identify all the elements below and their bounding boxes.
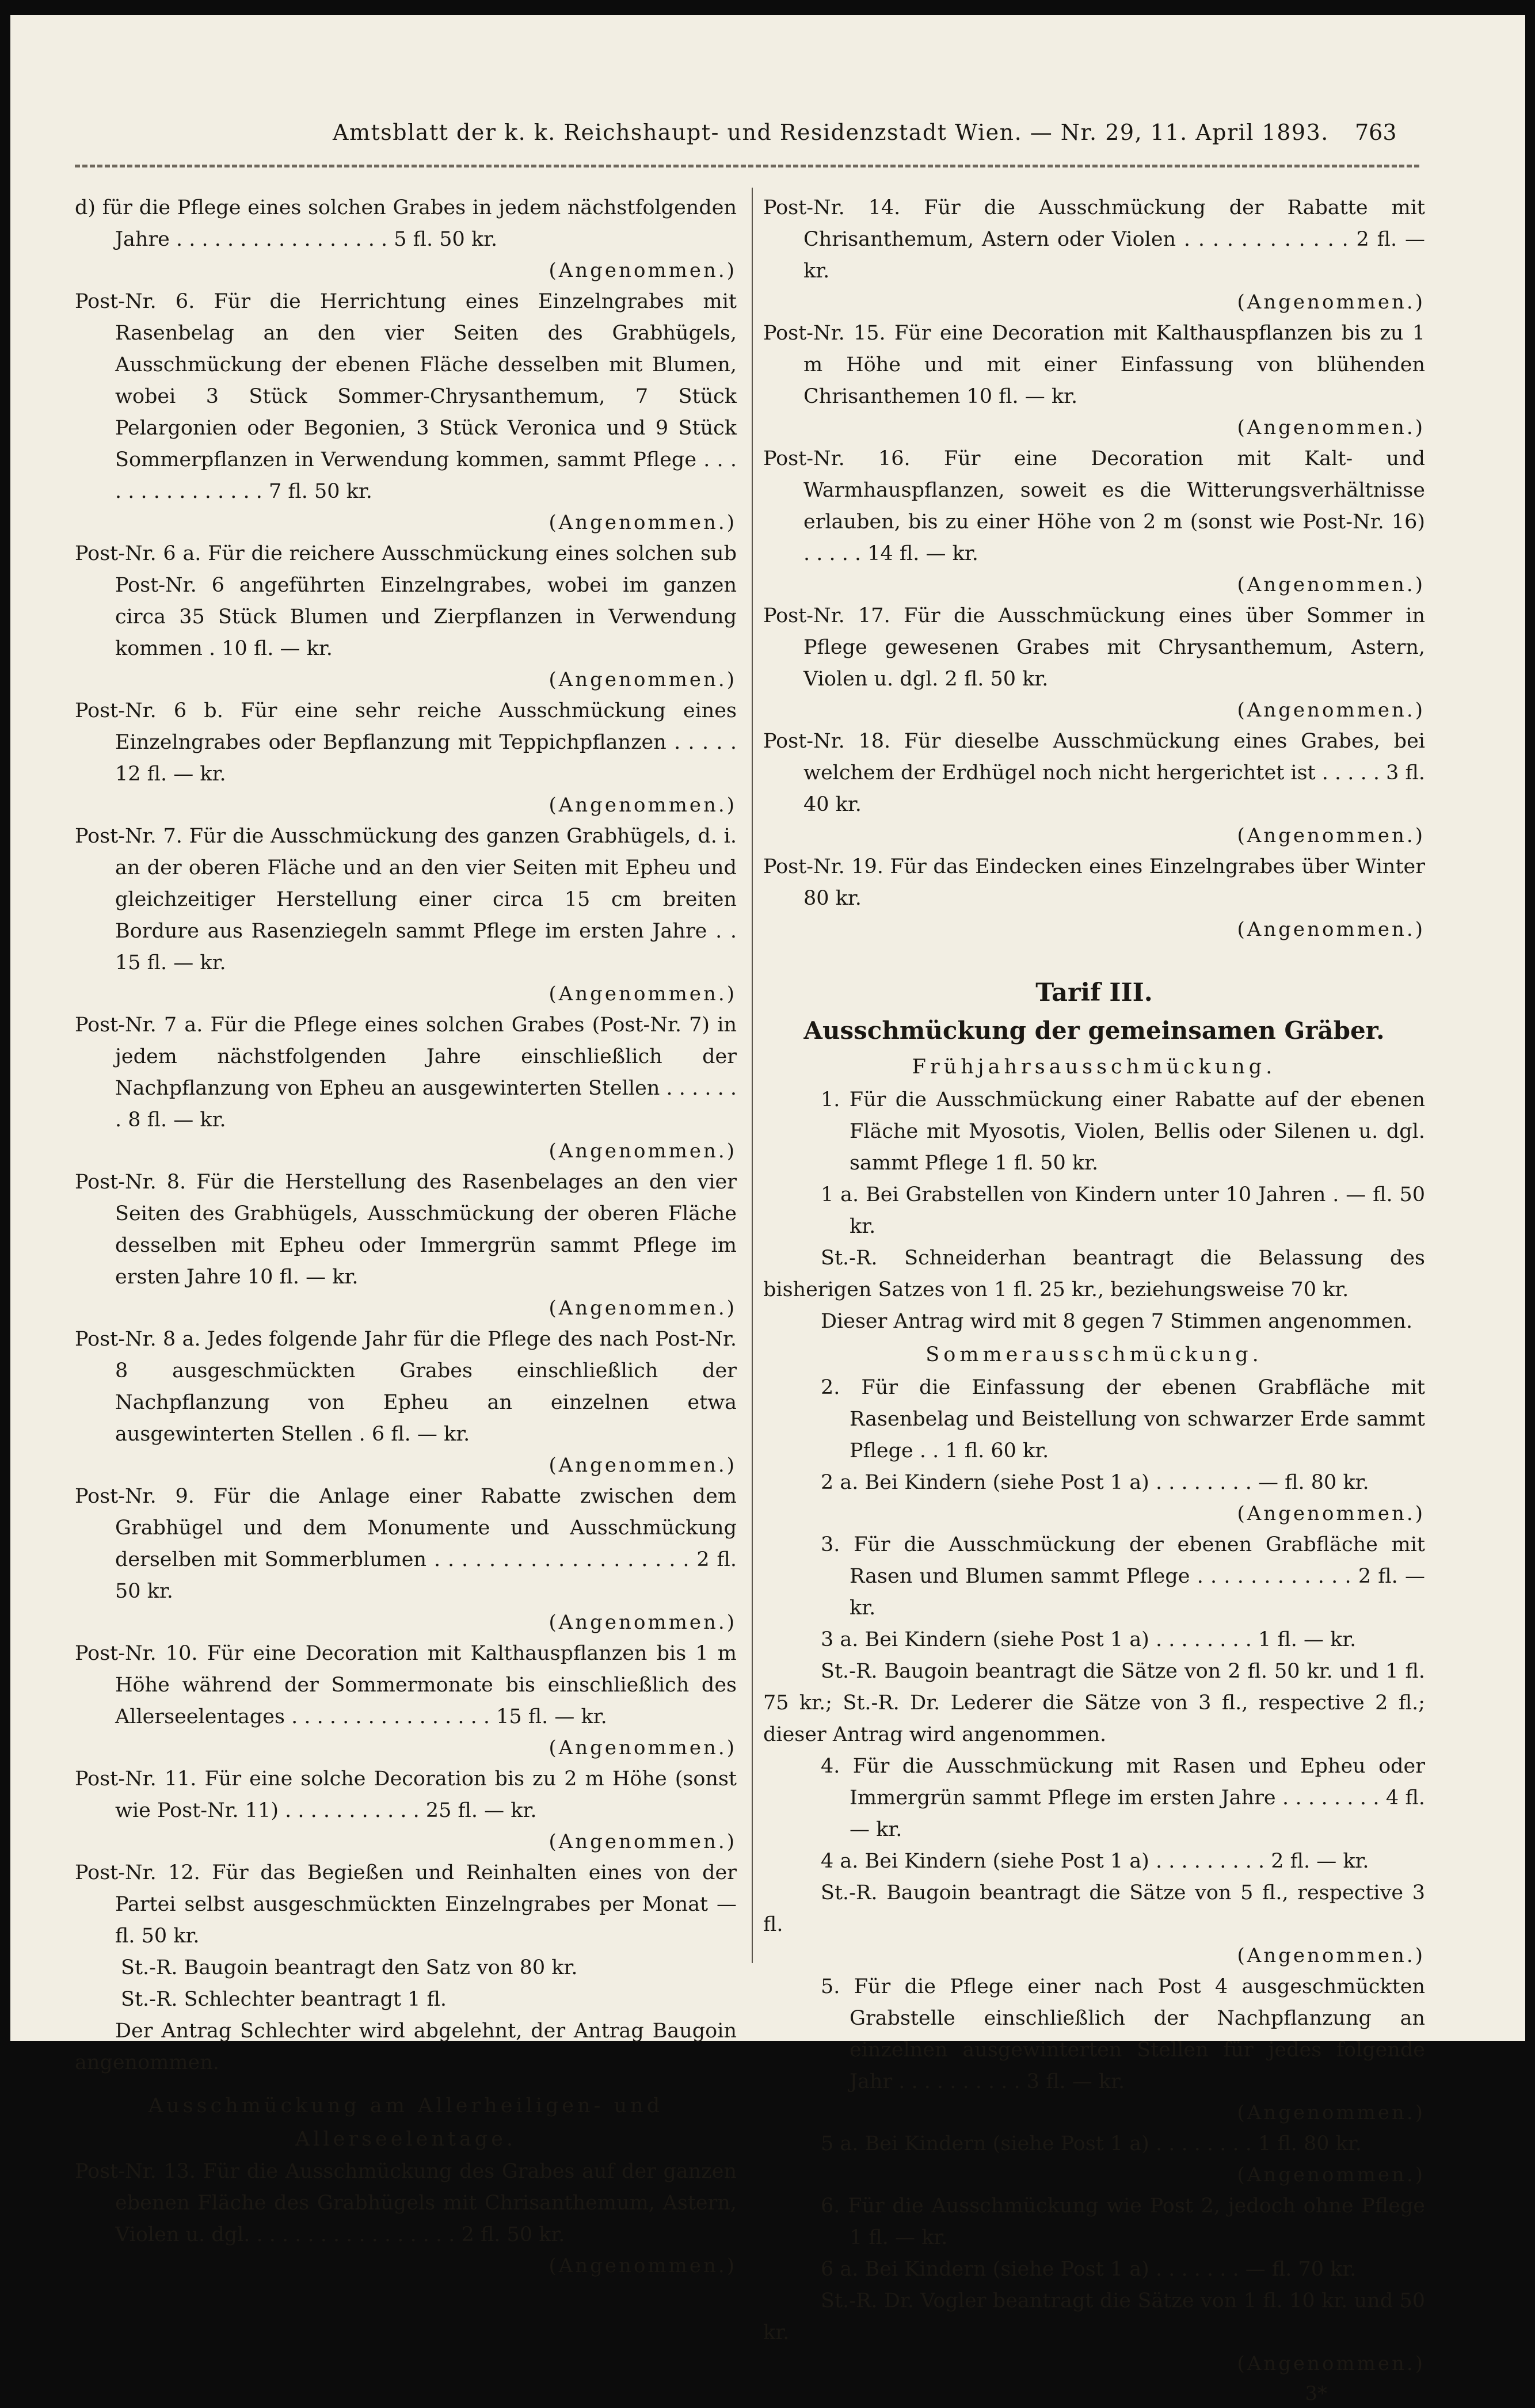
tariff-item-1: 1. Für die Ausschmückung einer Rabatte auf der ebenen Fläche mit Myosotis, Violen, Bellis oder Silenen u. dgl. sammt Pflege 1 fl. 50 kr. <box>821 1088 1425 1175</box>
entry-item <box>763 192 1425 318</box>
entry-item <box>75 1857 737 1952</box>
signature-mark: 3* <box>1305 2382 1327 2405</box>
entry-text: Post-Nr. 10. Für eine Decoration mit Kalthauspflanzen bis 1 m Höhe während der Sommermonate bis einschließlich des Allerseelentages . . . . . . . . . . . . . . . . 15 fl. — kr. <box>75 1642 737 1728</box>
entry-text: Post-Nr. 14. Für die Ausschmückung der Rabatte mit Chrisanthemum, Astern oder Violen . . . . . . . . . . . . 2 fl. — kr. <box>763 196 1425 283</box>
motion-result-schneiderhan: Dieser Antrag wird mit 8 gegen 7 Stimmen angenommen. <box>821 1310 1413 1333</box>
accepted-note: (Angenommen.) <box>549 259 737 282</box>
entry-text: Post-Nr. 15. Für eine Decoration mit Kalthauspflanzen bis zu 1 m Höhe und mit einer Einfassung von blühenden Chrisanthemen 10 fl. — kr. <box>763 322 1425 408</box>
entry-text: Post-Nr. 7. Für die Ausschmückung des ganzen Grabhügels, d. i. an der oberen Fläche und an den vier Seiten mit Epheu und gleichzeitiger Herstellung einer circa 15 cm breiten Bordure aus Rasenziegeln sammt Pflege im ersten Jahre . . 15 fl. — kr. <box>75 825 737 974</box>
tariff-item-3a: 3 a. Bei Kindern (siehe Post 1 a) . . . . . . . . 1 fl. — kr. <box>821 1628 1357 1651</box>
accepted-note: (Angenommen.) <box>1237 291 1425 314</box>
section-heading-allerheiligen: Ausschmückung am Allerheiligen- und Allerseelentage. <box>148 2094 664 2151</box>
page-header-title: Amtsblatt der k. k. Reichshaupt- und Residenzstadt Wien. — Nr. 29, 11. April 1893. <box>333 120 1329 145</box>
accepted-note: (Angenommen.) <box>549 1611 737 1634</box>
entry-text: Post-Nr. 17. Für die Ausschmückung eines über Sommer in Pflege gewesenen Grabes mit Chrysanthemum, Astern, Violen u. dgl. 2 fl. 50 kr. <box>763 604 1425 691</box>
tariff-item-4a: 4 a. Bei Kindern (siehe Post 1 a) . . . . . . . . . 2 fl. — kr. <box>821 1850 1369 1873</box>
accepted-note: (Angenommen.) <box>549 794 737 817</box>
tariff-subtitle: Ausschmückung der gemeinsamen Gräber. <box>803 1016 1385 1045</box>
accepted-note: (Angenommen.) <box>1237 918 1425 941</box>
entry-text: Post-Nr. 16. Für eine Decoration mit Kalt- und Warmhauspflanzen, soweit es die Witterungsverhältnisse erlauben, bis zu einer Höhe von 2 m (sonst wie Post-Nr. 16) . . . . . 14 fl. — kr. <box>763 447 1425 565</box>
motion-vogler: St.-R. Dr. Vogler beantragt die Sätze von 1 fl. 10 kr. und 50 kr. <box>763 2289 1425 2344</box>
entry-item <box>763 600 1425 726</box>
entry-item <box>75 538 737 695</box>
accepted-note: (Angenommen.) <box>549 2254 737 2277</box>
header-rule <box>75 165 1422 167</box>
tariff-item-4: 4. Für die Ausschmückung mit Rasen und Epheu oder Immergrün sammt Pflege im ersten Jahre . . . . . . . . 4 fl. — kr. <box>821 1755 1425 1841</box>
tariff-item-5a: 5 a. Bei Kindern (siehe Post 1 a) . . . . . . . . 1 fl. 80 kr. <box>821 2132 1362 2155</box>
entry-item <box>75 821 737 1009</box>
spring-heading: Frühjahrsausschmückung. <box>912 1056 1277 1079</box>
entry-item <box>75 1763 737 1857</box>
entry-text: Post-Nr. 18. Für dieselbe Ausschmückung eines Grabes, bei welchem der Erdhügel noch nicht hergerichtet ist . . . . . 3 fl. 40 kr. <box>763 730 1425 816</box>
summer-heading: Sommerausschmückung. <box>925 1343 1263 1366</box>
tariff-item-2a: 2 a. Bei Kindern (siehe Post 1 a) . . . . . . . . — fl. 80 kr. <box>821 1471 1369 1494</box>
tariff-item-6a: 6 a. Bei Kindern (siehe Post 1 a) . . . . . . . — fl. 70 kr. <box>821 2258 1357 2281</box>
accepted-note: (Angenommen.) <box>1237 416 1425 439</box>
entry-item <box>75 286 737 538</box>
entry-text: Post-Nr. 7 a. Für die Pflege eines solchen Grabes (Post-Nr. 7) in jedem nächstfolgenden Jahre einschließlich der Nachpflanzung von Epheu an ausgewinterten Stellen . . . . . . . 8 fl. — kr. <box>75 1014 737 1131</box>
entry-text: Post-Nr. 6. Für die Herrichtung eines Einzelngrabes mit Rasenbelag an den vier Seiten des Grabhügels, Ausschmückung der ebenen Fläche desselben mit Blumen, wobei 3 Stück Sommer-Chrysanthemum, 7 Stück Pelargonien oder Begonien, 3 Stück Veronica und 9 Stück Sommerpflanzen in Verwendung kommen, sammt Pflege . . . . . . . . . . . . . . . 7 fl. 50 kr. <box>75 290 737 503</box>
entry-text: Post-Nr. 6 a. Für die reichere Ausschmückung eines solchen sub Post-Nr. 6 angeführten Einzelngrabes, wobei im ganzen circa 35 Stück Blumen und Zierpflanzen in Verwendung kommen . 10 fl. — kr. <box>75 542 737 660</box>
accepted-note: (Angenommen.) <box>1237 824 1425 847</box>
entry-item <box>75 192 737 286</box>
entry-text-post13: Post-Nr. 13. Für die Ausschmückung des Grabes auf der ganzen ebenen Fläche des Grabhügels mit Chrisanthemum, Astern, Violen u. dgl. . . . . . . . . . . . . . . . . 2 fl. 50 kr. <box>75 2160 737 2246</box>
tariff-item-6: 6. Für die Ausschmückung wie Post 2, jedoch ohne Pflege 1 fl. — kr. <box>821 2194 1425 2249</box>
accepted-note: (Angenommen.) <box>549 982 737 1005</box>
entry-text: Post-Nr. 11. Für eine solche Decoration bis zu 2 m Höhe (sonst wie Post-Nr. 11) . . . . . . . . . . . 25 fl. — kr. <box>75 1767 737 1822</box>
accepted-note: (Angenommen.) <box>1237 1502 1425 1525</box>
entry-text: Post-Nr. 12. Für das Begießen und Reinhalten eines von der Partei selbst ausgeschmückten Einzelngrabes per Monat — fl. 50 kr. <box>75 1861 737 1948</box>
motion-schneiderhan: St.-R. Schneiderhan beantragt die Belassung des bisherigen Satzes von 1 fl. 25 kr., beziehungsweise 70 kr. <box>763 1247 1425 1301</box>
entry-item <box>75 1167 737 1324</box>
right-column <box>763 192 1425 2408</box>
tariff-item-1a: 1 a. Bei Grabstellen von Kindern unter 10 Jahren . — fl. 50 kr. <box>821 1183 1425 1238</box>
entry-text: Post-Nr. 8. Für die Herstellung des Rasenbelages an den vier Seiten des Grabhügels, Ausschmückung der oberen Fläche desselben mit Epheu oder Immergrün sammt Pflege im ersten Jahre 10 fl. — kr. <box>75 1171 737 1289</box>
entry-text: Post-Nr. 19. Für das Eindecken eines Einzelngrabes über Winter 80 kr. <box>763 855 1425 910</box>
accepted-note: (Angenommen.) <box>549 668 737 691</box>
accepted-note: (Angenommen.) <box>549 1736 737 1759</box>
entry-item <box>75 1481 737 1638</box>
motion-baugoin-4: St.-R. Baugoin beantragt die Sätze von 5 fl., respective 3 fl. <box>763 1881 1425 1936</box>
column-divider <box>752 188 753 1963</box>
entry-item <box>75 1009 737 1167</box>
entry-text: Post-Nr. 6 b. Für eine sehr reiche Ausschmückung eines Einzelngrabes oder Bepflanzung mit Teppichpflanzen . . . . . 12 fl. — kr. <box>75 699 737 786</box>
tariff-item-5: 5. Für die Pflege einer nach Post 4 ausgeschmückten Grabstelle einschließlich der Nachpflanzung an einzelnen ausgewinterten Stellen für jedes folgende Jahr . . . . . . . . . . 3 fl. — kr. <box>821 1975 1425 2093</box>
entry-item <box>75 1638 737 1763</box>
accepted-note: (Angenommen.) <box>1237 2352 1425 2375</box>
tariff-title: Tarif III. <box>1035 978 1153 1007</box>
accepted-note: (Angenommen.) <box>1237 2101 1425 2124</box>
entry-item <box>75 1324 737 1481</box>
left-column <box>75 192 737 2281</box>
motion-baugoin: St.-R. Baugoin beantragt den Satz von 80 kr. <box>121 1956 578 1979</box>
tariff-item-2: 2. Für die Einfassung der ebenen Grabfläche mit Rasenbelag und Beistellung von schwarzer Erde sammt Pflege . . 1 fl. 60 kr. <box>821 1376 1425 1462</box>
accepted-note: (Angenommen.) <box>549 1830 737 1853</box>
entry-item <box>763 443 1425 600</box>
accepted-note: (Angenommen.) <box>549 1454 737 1477</box>
entry-item <box>763 851 1425 945</box>
accepted-note: (Angenommen.) <box>1237 2163 1425 2186</box>
entry-item <box>75 695 737 821</box>
accepted-note: (Angenommen.) <box>1237 573 1425 596</box>
entry-text: Post-Nr. 9. Für die Anlage einer Rabatte zwischen dem Grabhügel und dem Monumente und Ausschmückung derselben mit Sommerblumen . . . . . . . . . . . . . . . . . . . 2 fl. 50 kr. <box>75 1485 737 1603</box>
motion-schlechter: St.-R. Schlechter beantragt 1 fl. <box>121 1988 447 2011</box>
entry-item <box>763 726 1425 851</box>
accepted-note: (Angenommen.) <box>549 511 737 534</box>
entry-text: d) für die Pflege eines solchen Grabes in jedem nächstfolgenden Jahre . . . . . . . . . . . . . . . . . 5 fl. 50 kr. <box>75 196 737 251</box>
entry-text: Post-Nr. 8 a. Jedes folgende Jahr für die Pflege des nach Post-Nr. 8 ausgeschmückten Grabes einschließlich der Nachpflanzung von Epheu an einzelnen etwa ausgewinterten Stellen . 6 fl. — kr. <box>75 1328 737 1446</box>
accepted-note: (Angenommen.) <box>549 1140 737 1163</box>
accepted-note: (Angenommen.) <box>549 1297 737 1320</box>
entry-item <box>763 318 1425 443</box>
motion-baugoin-lederer: St.-R. Baugoin beantragt die Sätze von 2 fl. 50 kr. und 1 fl. 75 kr.; St.-R. Dr. Lederer die Sätze von 3 fl., respective 2 fl.; dieser Antrag wird angenommen. <box>763 1660 1425 1746</box>
page-number: 763 <box>1355 120 1397 145</box>
accepted-note: (Angenommen.) <box>1237 1944 1425 1967</box>
document-page <box>10 15 1525 2405</box>
tariff-item-3: 3. Für die Ausschmückung der ebenen Grabfläche mit Rasen und Blumen sammt Pflege . . . . . . . . . . . . 2 fl. — kr. <box>821 1533 1425 1620</box>
motion-result: Der Antrag Schlechter wird abgelehnt, der Antrag Baugoin angenommen. <box>75 2020 737 2074</box>
accepted-note: (Angenommen.) <box>1237 699 1425 722</box>
